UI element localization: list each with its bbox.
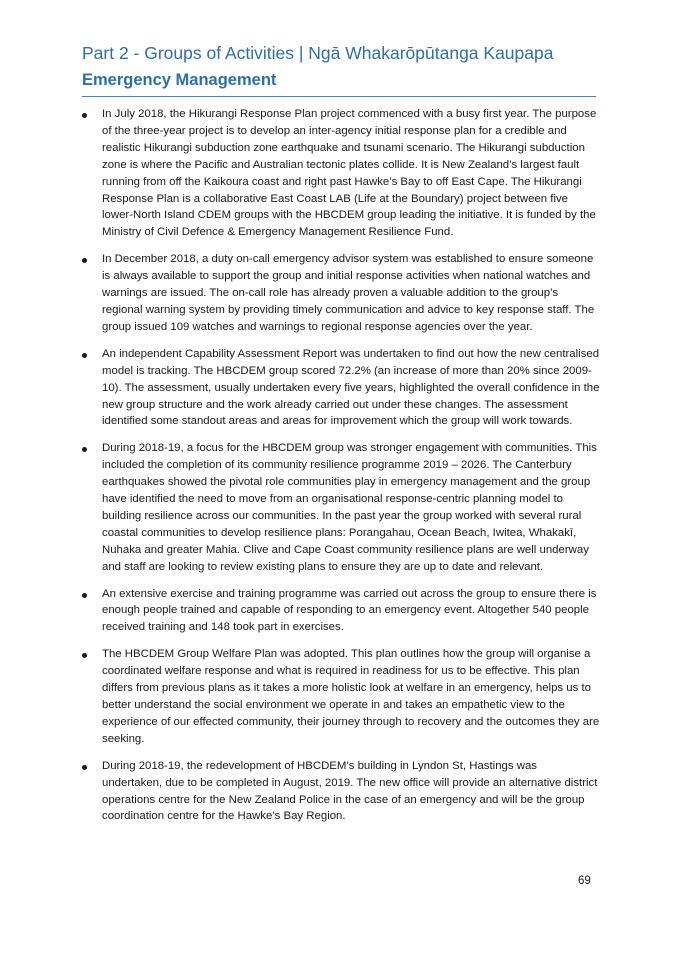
list-item	[80, 586, 600, 637]
list-item	[80, 346, 600, 431]
list-item	[80, 758, 600, 826]
list-item-text: In December 2018, a duty on-call emergency advisor system was established to ensure someone is always available to support the group and initial response activities when national watches and warnings are issued. The on-call role has already proven a valuable addition to the group’s regional warning system by providing timely communication and advice to key response staff. The group issued 109 watches and warnings to regional response agencies over the year.	[102, 253, 595, 333]
bullet-icon	[82, 653, 87, 658]
bullet-icon	[82, 765, 87, 770]
list-item	[80, 440, 600, 575]
page-number: 69	[578, 875, 591, 887]
list-item	[80, 106, 600, 241]
list-item-text: An independent Capability Assessment Report was undertaken to find out how the new centralised model is tracking. The HBCDEM group scored 72.2% (an increase of more than 20% since 2009-10). The assessment, usually undertaken every five years, highlighted the overall confidence in the new group structure and the work already carried out under these changes. The assessment identified some standout areas and areas for improvement which the group will work towards.	[102, 347, 600, 428]
bullet-list	[80, 106, 600, 835]
bullet-icon	[82, 258, 87, 263]
section-heading: Emergency Management	[82, 71, 277, 89]
bullet-icon	[82, 113, 87, 118]
list-item	[80, 646, 600, 747]
heading-divider	[82, 96, 596, 97]
list-item-text: An extensive exercise and training programme was carried out across the group to ensure there is enough people trained and capable of responding to an emergency event. Altogether 540 people received training and 148 took part in exercises.	[102, 587, 597, 634]
list-item	[80, 251, 600, 336]
list-item-text: During 2018-19, a focus for the HBCDEM group was stronger engagement with communities. This included the completion of its community resilience programme 2019 – 2026. The Canterbury earthquakes showed the pivotal role communities play in emergency management and the group have identified the need to move from an organisational response-centric planning model to building resilience across our communities. In the past year the group worked with several rural coastal communities to develop resilience plans: Porangahau, Ocean Beach, Iwitea, Whakakī, Nuhaka and greater Mahia. Clive and Cape Coast community resilience plans are well underway and staff are looking to review existing plans to ensure they are up to date and relevant.	[102, 442, 597, 573]
bullet-icon	[82, 353, 87, 358]
bullet-icon	[82, 447, 87, 452]
page-title: Part 2 - Groups of Activities | Ngā Whakarōpūtanga Kaupapa	[82, 43, 554, 63]
list-item-text: During 2018-19, the redevelopment of HBCDEM’s building in Lyndon St, Hastings was undertaken, due to be completed in August, 2019. The new office will provide an alternative district operations centre for the New Zealand Police in the case of an emergency and will be the group coordination centre for the Hawke’s Bay Region.	[102, 759, 598, 823]
bullet-icon	[82, 593, 87, 598]
list-item-text: The HBCDEM Group Welfare Plan was adopted. This plan outlines how the group will organise a coordinated welfare response and what is required in readiness for us to be effective. This plan differs from previous plans as it takes a more holistic look at welfare in an emergency, helps us to better understand the social environment we operate in and takes an empathetic view to the experience of our effected community, their journey through to recovery and the outcomes they are seeking.	[102, 648, 600, 745]
list-item-text: In July 2018, the Hikurangi Response Plan project commenced with a busy first year. The purpose of the three-year project is to develop an inter-agency initial response plan for a credible and realistic Hikurangi subduction zone earthquake and tsunami scenario. The Hikurangi subduction zone is where the Pacific and Australian tectonic plates collide. It is New Zealand’s largest fault running from off the Kaikoura coast and right past Hawke’s Bay to off East Cape. The Hikurangi Response Plan is a collaborative East Coast LAB (Life at the Boundary) project between five lower-North Island CDEM groups with the HBCDEM group leading the initiative. It is funded by the Ministry of Civil Defence & Emergency Management Resilience Fund.	[102, 108, 597, 239]
